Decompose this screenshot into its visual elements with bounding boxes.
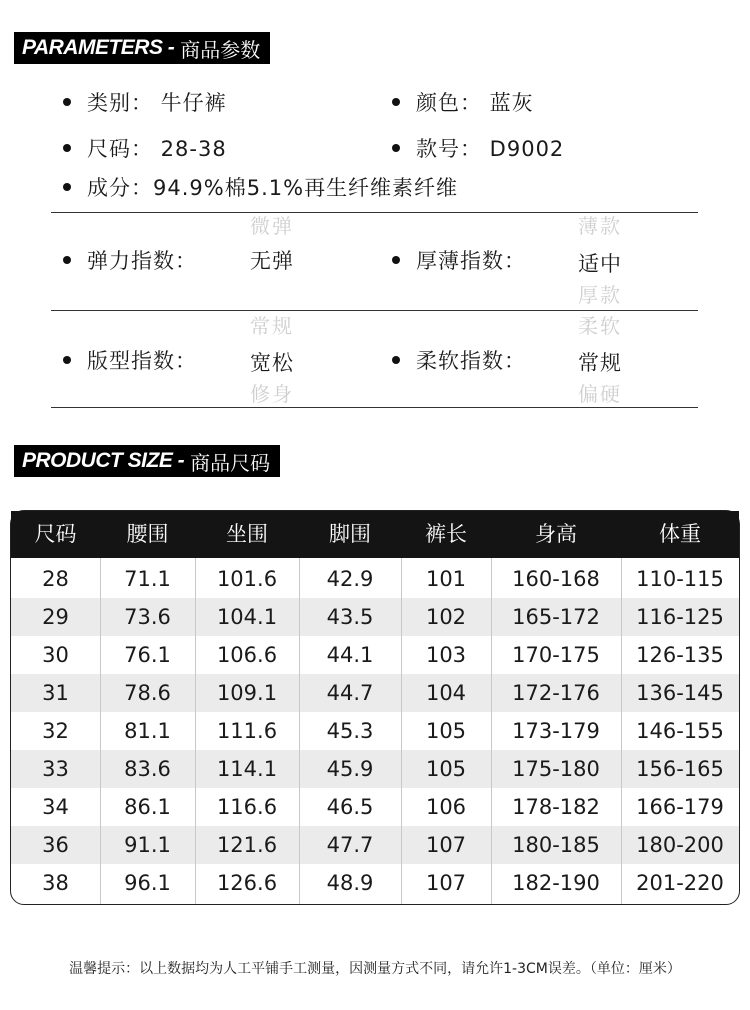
table-cell: 109.1 — [216, 681, 278, 705]
table-cell: 126-135 — [636, 643, 724, 667]
table-cell: 170-175 — [512, 643, 600, 667]
bullet-icon — [63, 144, 71, 152]
table-cell: 107 — [425, 833, 467, 857]
table-cell: 182-190 — [512, 871, 600, 895]
table-cell: 78.6 — [124, 681, 171, 705]
divider — [51, 212, 698, 213]
measurement-note: 温馨提示：以上数据均为人工平铺手工测量，因测量方式不同，请允许1-3CM误差。（单位：厘米） — [69, 961, 681, 977]
bullet-icon — [392, 144, 400, 152]
index-fit-below: 修身 — [250, 382, 294, 406]
table-row — [11, 750, 739, 788]
table-cell: 76.1 — [124, 643, 171, 667]
table-cell: 106.6 — [216, 643, 278, 667]
bullet-icon — [63, 183, 71, 191]
column-divider — [621, 558, 622, 904]
table-cell: 160-168 — [512, 567, 600, 591]
column-divider — [299, 558, 300, 904]
table-cell: 86.1 — [124, 795, 171, 819]
table-cell: 173-179 — [512, 719, 600, 743]
parameters-banner-zh: 商品参数 — [180, 37, 261, 62]
column-divider — [401, 558, 402, 904]
bullet-icon — [63, 256, 71, 264]
param-color-text: 颜色： 蓝灰 — [416, 91, 534, 115]
table-row — [11, 712, 739, 750]
table-cell: 29 — [42, 605, 69, 629]
column-divider — [100, 558, 101, 904]
table-cell: 105 — [425, 757, 467, 781]
bullet-icon — [392, 256, 400, 264]
table-cell: 48.9 — [326, 871, 374, 895]
table-cell: 71.1 — [124, 567, 171, 591]
table-cell: 172-176 — [512, 681, 600, 705]
table-cell: 34 — [42, 795, 69, 819]
index-fit-above: 常规 — [250, 314, 294, 338]
bullet-icon — [63, 356, 71, 364]
param-style-no — [392, 133, 564, 163]
table-cell: 38 — [42, 871, 69, 895]
table-cell: 28 — [42, 567, 69, 591]
index-thickness — [392, 245, 526, 275]
table-cell: 126.6 — [216, 871, 278, 895]
table-cell: 46.5 — [326, 795, 374, 819]
param-style-no-text: 款号： D9002 — [416, 137, 565, 161]
column-divider — [491, 558, 492, 904]
table-cell: 44.1 — [326, 643, 374, 667]
table-row — [11, 826, 739, 864]
table-cell: 91.1 — [124, 833, 171, 857]
index-softness-below: 偏硬 — [578, 382, 622, 406]
parameters-banner — [14, 32, 270, 64]
table-cell: 110-115 — [636, 567, 724, 591]
table-cell: 166-179 — [636, 795, 724, 819]
index-thickness-above: 薄款 — [578, 214, 622, 238]
table-cell: 201-220 — [636, 871, 724, 895]
header-leg-opening: 脚围 — [329, 522, 371, 546]
header-weight: 体重 — [659, 522, 701, 546]
size-table — [10, 510, 740, 905]
table-row — [11, 560, 739, 598]
param-category — [63, 87, 227, 117]
table-cell: 73.6 — [124, 605, 171, 629]
table-cell: 106 — [425, 795, 467, 819]
table-row — [11, 788, 739, 826]
table-cell: 116.6 — [216, 795, 278, 819]
table-header — [11, 511, 739, 558]
table-cell: 180-185 — [512, 833, 600, 857]
index-fit — [63, 345, 197, 375]
table-cell: 44.7 — [326, 681, 374, 705]
table-cell: 33 — [42, 757, 69, 781]
index-thickness-value: 适中 — [578, 252, 622, 276]
table-cell: 30 — [42, 643, 69, 667]
header-length: 裤长 — [425, 522, 467, 546]
table-cell: 83.6 — [124, 757, 171, 781]
table-cell: 156-165 — [636, 757, 724, 781]
param-material-text: 成分：94.9%棉5.1%再生纤维素纤维 — [87, 176, 459, 200]
table-cell: 165-172 — [512, 605, 600, 629]
header-hip: 坐围 — [226, 522, 268, 546]
table-cell: 121.6 — [216, 833, 278, 857]
index-softness-above: 柔软 — [578, 314, 622, 338]
table-cell: 146-155 — [636, 719, 724, 743]
table-cell: 178-182 — [512, 795, 600, 819]
table-cell: 45.3 — [326, 719, 374, 743]
param-category-text: 类别： 牛仔裤 — [87, 91, 227, 115]
index-fit-value: 宽松 — [250, 351, 294, 375]
table-cell: 43.5 — [326, 605, 374, 629]
table-row — [11, 864, 739, 902]
index-fit-label: 版型指数： — [87, 349, 197, 373]
table-row — [11, 598, 739, 636]
index-elastic — [63, 245, 197, 275]
table-cell: 45.9 — [326, 757, 374, 781]
table-row — [11, 674, 739, 712]
header-size: 尺码 — [34, 522, 77, 546]
table-cell: 36 — [42, 833, 69, 857]
product-size-banner — [14, 445, 280, 477]
table-cell: 47.7 — [326, 833, 374, 857]
param-color — [392, 87, 534, 117]
table-cell: 175-180 — [512, 757, 600, 781]
index-softness-label: 柔软指数： — [416, 349, 526, 373]
product-size-banner-zh: 商品尺码 — [190, 450, 271, 475]
column-divider — [195, 558, 196, 904]
divider — [51, 310, 698, 311]
param-size — [63, 133, 227, 163]
index-elastic-label: 弹力指数： — [87, 249, 197, 273]
header-height: 身高 — [535, 522, 577, 546]
header-waist: 腰围 — [126, 522, 169, 546]
table-cell: 105 — [425, 719, 467, 743]
table-row — [11, 636, 739, 674]
table-cell: 101.6 — [216, 567, 278, 591]
table-cell: 107 — [425, 871, 467, 895]
table-cell: 102 — [425, 605, 467, 629]
index-softness — [392, 345, 526, 375]
table-cell: 103 — [425, 643, 467, 667]
index-elastic-above: 微弹 — [250, 214, 294, 238]
bullet-icon — [63, 98, 71, 106]
index-softness-value: 常规 — [578, 351, 622, 375]
index-thickness-label: 厚薄指数： — [416, 249, 526, 273]
table-cell: 81.1 — [124, 719, 171, 743]
param-size-text: 尺码： 28-38 — [87, 137, 227, 161]
table-cell: 96.1 — [124, 871, 171, 895]
table-cell: 114.1 — [216, 757, 278, 781]
table-cell: 111.6 — [216, 719, 278, 743]
index-thickness-below: 厚款 — [578, 283, 622, 307]
product-size-banner-en: PRODUCT SIZE - — [22, 449, 185, 472]
table-cell: 42.9 — [326, 567, 374, 591]
bullet-icon — [392, 356, 400, 364]
table-cell: 116-125 — [636, 605, 724, 629]
table-cell: 180-200 — [636, 833, 724, 857]
bullet-icon — [392, 98, 400, 106]
divider — [51, 407, 698, 408]
table-cell: 104 — [425, 681, 467, 705]
table-cell: 101 — [425, 567, 467, 591]
table-cell: 32 — [42, 719, 69, 743]
table-cell: 31 — [42, 681, 69, 705]
table-cell: 136-145 — [636, 681, 724, 705]
parameters-banner-en: PARAMETERS - — [22, 36, 175, 59]
param-material — [63, 172, 458, 202]
table-cell: 104.1 — [216, 605, 278, 629]
index-elastic-value: 无弹 — [250, 249, 294, 273]
